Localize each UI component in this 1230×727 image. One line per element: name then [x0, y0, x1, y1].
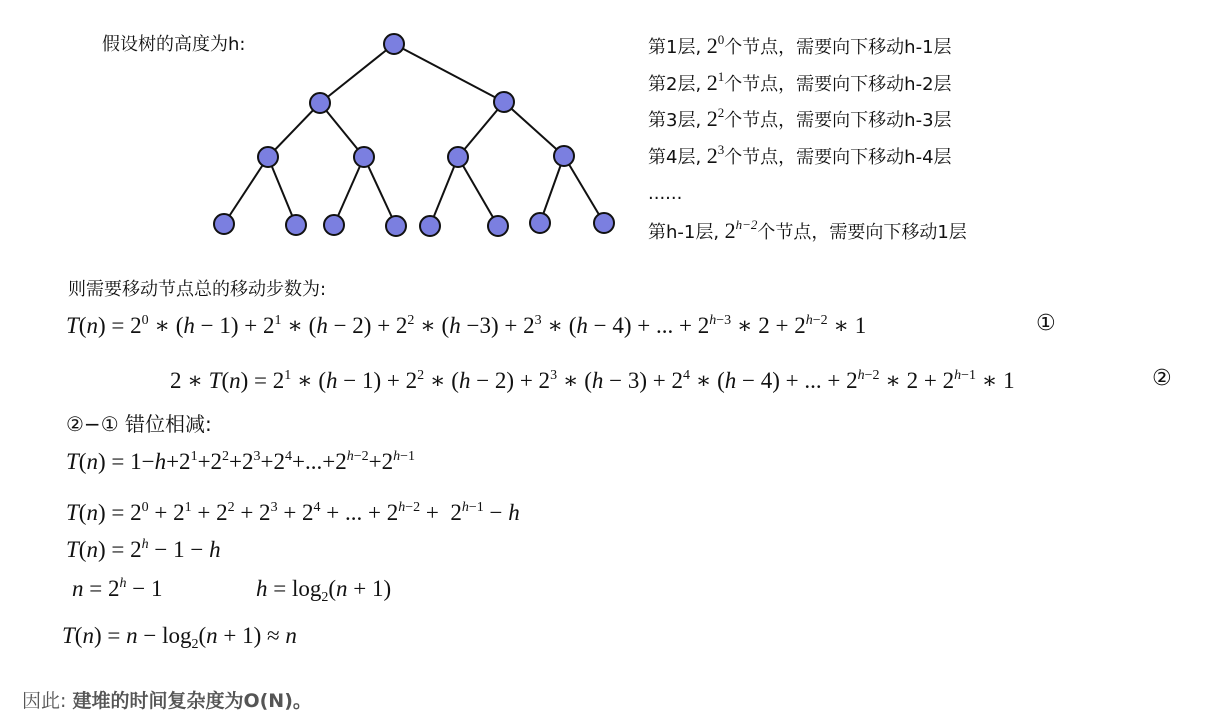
tree-edge: [430, 157, 458, 226]
tree-edge: [504, 102, 564, 156]
tree-edge: [334, 157, 364, 225]
level-line: [648, 70, 952, 96]
tree-node: [354, 147, 374, 167]
level-suffix: 个节点，需要向下移动h-3层: [724, 110, 952, 131]
level-power: $2^0$: [701, 32, 725, 58]
tree-node: [286, 215, 306, 235]
level-prefix: 第2层,: [648, 74, 702, 95]
level-suffix: 个节点，需要向下移动1层: [757, 222, 967, 243]
tree-edge: [364, 157, 396, 226]
tree-node: [310, 93, 330, 113]
tree-node: [494, 92, 514, 112]
derivation-line-2: $T(n) = 2^0 + 2^1 + 2^2 + 2^3 + 2^4$ + ... + $2^{h-2} + 2^{h-1} - h$: [66, 500, 520, 525]
tree-node: [214, 214, 234, 234]
level-power: $2^2$: [701, 105, 725, 131]
tree-node: [530, 213, 550, 233]
level-suffix: 个节点，需要向下移动h-1层: [724, 37, 952, 58]
level-prefix: 第3层,: [648, 110, 702, 131]
level-prefix: 第1层,: [648, 37, 702, 58]
derivation-line-5: $T(n) = n - \log_2(n + 1) \approx n$: [62, 623, 297, 652]
tree-edge: [268, 103, 320, 157]
tree-edge: [458, 157, 498, 226]
tree-node: [324, 215, 344, 235]
tree-node: [386, 216, 406, 236]
steps-intro: 则需要移动节点总的移动步数为:: [68, 279, 327, 300]
tree-node: [488, 216, 508, 236]
conclusion-prefix: 因此:: [22, 690, 67, 712]
tree-edge: [564, 156, 604, 223]
tree-edge: [394, 44, 504, 102]
tree-node: [258, 147, 278, 167]
level-suffix: 个节点，需要向下移动h-2层: [724, 74, 952, 95]
tree-node: [448, 147, 468, 167]
level-power: $2^{h-2}$: [719, 217, 758, 243]
tree-node: [420, 216, 440, 236]
level-power: $2^1$: [701, 69, 725, 95]
tree-height-heading: 假设树的高度为h:: [102, 34, 246, 55]
level-prefix: 第h-1层,: [648, 222, 720, 243]
tree-edge: [268, 157, 296, 225]
subtract-label: ②−① 错位相减:: [66, 412, 212, 436]
level-line: ......: [648, 183, 683, 204]
level-line: [648, 106, 952, 132]
tree-edges: [224, 44, 604, 226]
tree-node: [384, 34, 404, 54]
tree-edge: [320, 44, 394, 103]
level-suffix: 个节点，需要向下移动h-4层: [724, 147, 952, 168]
tree-node: [554, 146, 574, 166]
level-prefix: 第4层,: [648, 147, 702, 168]
derivation-line-3: $T(n) = 2^h - 1 - h$: [66, 537, 221, 562]
equation-1: $T(n) = 2^0$ ∗ $(h - 1) + 2^1$ ∗ $(h - 2) + 2^2$ ∗ $(h -3) + 2^3$ ∗ (h − 4) + ... + $2^{h-3}$ ∗ $2 + 2^{h-2}$ ∗ 1: [66, 313, 867, 338]
derivation-line-4: $n = 2^h - 1$: [72, 576, 163, 601]
derivation-line-1: $T(n) = 1-h+2^1+2^2+2^3+2^4+...+2^{h-2}+2^{h-1}$: [66, 449, 416, 474]
level-line: [648, 33, 952, 59]
equation-2: 2 ∗ $T(n) = 2^1$ ∗ $(h - 1) + 2^2$ ∗ $(h - 2) + 2^3$ ∗ $(h - 3) + 2^4$ ∗ (h − 4) + ... + $2^{h-2}$ ∗ $2 + 2^{h-1}$ ∗ 1: [170, 368, 1015, 393]
conclusion-bold: 建堆的时间复杂度为O(N)。: [72, 690, 312, 712]
level-line: [648, 218, 967, 244]
equation-2-marker: ②: [1152, 366, 1172, 391]
level-line: [648, 143, 952, 169]
level-power: $2^3$: [701, 142, 725, 168]
tree-edge: [224, 157, 268, 224]
conclusion: [22, 686, 312, 713]
derivation-line-4-h: $h = \log_2(n + 1)$: [256, 576, 392, 605]
tree-nodes: [214, 34, 614, 236]
tree-node: [594, 213, 614, 233]
equation-1-marker: ①: [1036, 311, 1056, 336]
